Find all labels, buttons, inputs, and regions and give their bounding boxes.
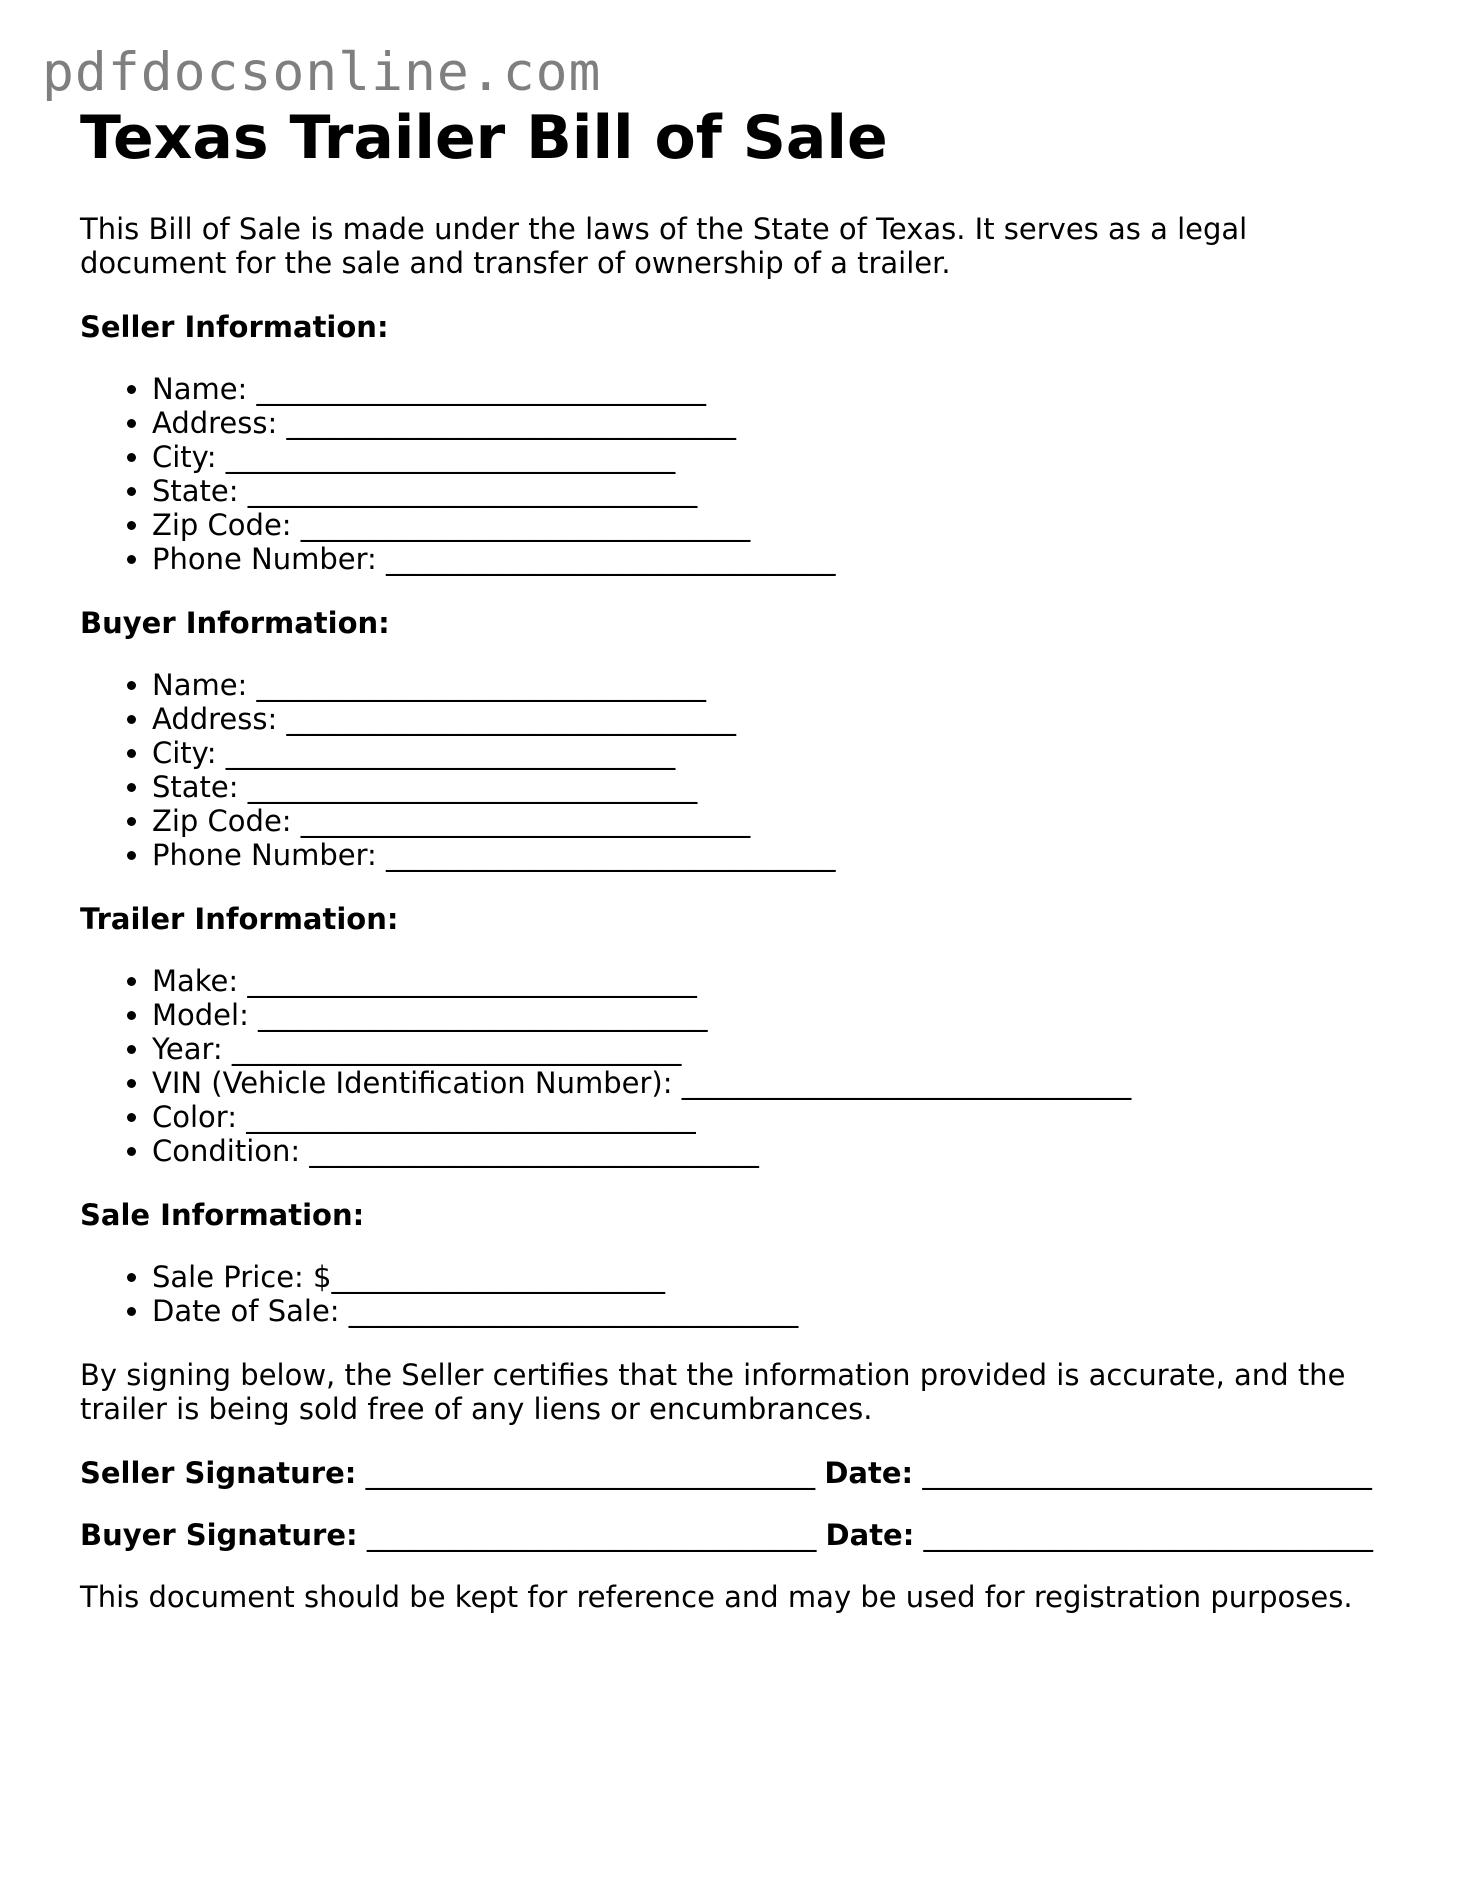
trailer-make-field[interactable]: • Make: _______________________________ (152, 964, 1400, 998)
trailer-year-field[interactable]: • Year: _______________________________ (152, 1032, 1400, 1066)
seller-city-field[interactable]: • City: _______________________________ (152, 440, 1400, 474)
seller-phone-field[interactable]: • Phone Number: _______________________________ (152, 542, 1400, 576)
document-title: Texas Trailer Bill of Sale (80, 103, 888, 173)
seller-heading: Seller Information: (80, 310, 389, 344)
buyer-signature-block (80, 1518, 1400, 1552)
closing-paragraph: This document should be kept for reference and may be used for registration purposes. (80, 1580, 1353, 1614)
buyer-heading: Buyer Information: (80, 606, 390, 640)
seller-zip-field[interactable]: • Zip Code: _______________________________ (152, 508, 1400, 542)
intro-paragraph: This Bill of Sale is made under the laws of the State of Texas. It serves as a legal document for the sale and transfer of ownership of a trailer. (80, 212, 1248, 280)
buyer-fields (80, 668, 1400, 872)
trailer-fields (80, 964, 1400, 1168)
seller-date-line[interactable]: _______________________________ (922, 1456, 1372, 1490)
trailer-color-field[interactable]: • Color: _______________________________ (152, 1100, 1400, 1134)
trailer-model-field[interactable]: • Model: _______________________________ (152, 998, 1400, 1032)
trailer-condition-field[interactable]: • Condition: _______________________________ (152, 1134, 1400, 1168)
document-page (80, 104, 1400, 1614)
trailer-vin-field[interactable]: • VIN (Vehicle Identification Number): _______________________________ (152, 1066, 1400, 1100)
sale-fields (80, 1260, 1400, 1328)
seller-name-field[interactable]: • Name: _______________________________ (152, 372, 1400, 406)
certification-paragraph: By signing below, the Seller certifies that the information provided is accurate, and the trailer is being sold free of any liens or encumbrances. (80, 1358, 1346, 1426)
seller-fields (80, 372, 1400, 576)
buyer-date-label: Date: (825, 1518, 915, 1552)
buyer-date-line[interactable]: _______________________________ (923, 1518, 1374, 1552)
seller-date-label: Date: (824, 1456, 914, 1490)
trailer-heading: Trailer Information: (80, 902, 399, 936)
watermark: pdfdocsonline.com (42, 42, 602, 103)
buyer-zip-field[interactable]: • Zip Code: _______________________________ (152, 804, 1400, 838)
buyer-signature-label: Buyer Signature: (80, 1518, 358, 1552)
buyer-address-field[interactable]: • Address: _______________________________ (152, 702, 1400, 736)
seller-signature-line[interactable]: _______________________________ (365, 1456, 816, 1490)
seller-address-field[interactable]: • Address: _______________________________ (152, 406, 1400, 440)
buyer-phone-field[interactable]: • Phone Number: _______________________________ (152, 838, 1400, 872)
seller-state-field[interactable]: • State: _______________________________ (152, 474, 1400, 508)
buyer-city-field[interactable]: • City: _______________________________ (152, 736, 1400, 770)
seller-signature-block (80, 1456, 1400, 1490)
buyer-name-field[interactable]: • Name: _______________________________ (152, 668, 1400, 702)
buyer-state-field[interactable]: • State: _______________________________ (152, 770, 1400, 804)
sale-heading: Sale Information: (80, 1198, 365, 1232)
buyer-signature-line[interactable]: _______________________________ (366, 1518, 817, 1552)
seller-signature-label: Seller Signature: (80, 1456, 357, 1490)
sale-price-field[interactable]: • Sale Price: $_______________________ (152, 1260, 1400, 1294)
sale-date-field[interactable]: • Date of Sale: _______________________________ (152, 1294, 1400, 1328)
